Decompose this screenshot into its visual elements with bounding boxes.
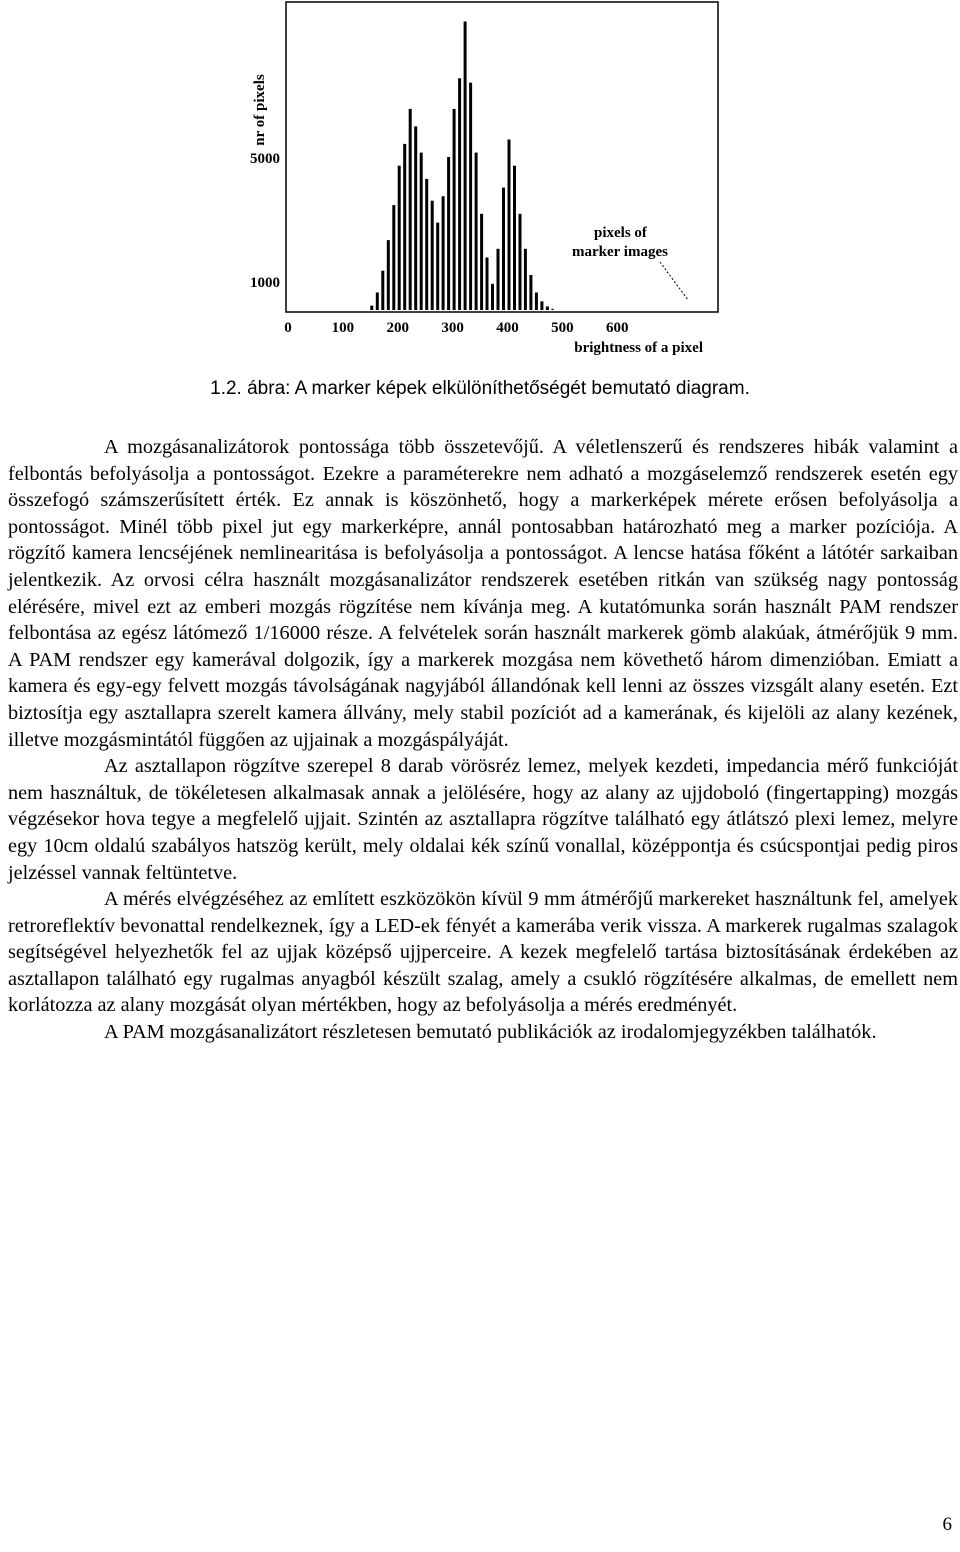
histogram-bar	[447, 157, 450, 310]
histogram-bar	[436, 223, 439, 310]
histogram-bar	[376, 293, 379, 311]
x-tick-label: 600	[605, 320, 629, 336]
histogram-bar	[546, 307, 549, 311]
histogram-bar	[475, 153, 478, 310]
histogram-bar	[513, 166, 516, 310]
histogram-bar	[409, 109, 412, 310]
histogram-bar	[414, 126, 417, 310]
histogram-bar	[502, 188, 505, 310]
y-axis-label: nr of pixels	[252, 74, 268, 146]
annotation-arrow	[660, 262, 688, 300]
x-tick-label: 0	[284, 320, 292, 336]
histogram-chart	[230, 0, 730, 365]
histogram-bar	[403, 144, 406, 310]
x-tick-label: 100	[331, 320, 355, 336]
histogram-bar	[464, 22, 467, 311]
histogram-figure	[230, 0, 730, 365]
annotation-line2: marker images	[572, 244, 668, 260]
histogram-bar	[381, 271, 384, 310]
histogram-bar	[398, 166, 401, 310]
paragraph-3: A mérés elvégzéséhez az említett eszközökön kívül 9 mm átmérőjű markereket használtunk fel, amelyek retroreflektív bevonattal rendelkeznek, így a LED-ek fényét a kamerába verik vissza. A markerek rugalmas szalagok segítségével helyezhetők fel az ujjak középső ujjperceire. A kezek megfelelő tartása biztosításának érdekében az asztallapon található egy rugalmas anyagból készült szalag, amely a csukló rögzítésére alkalmas, de emellett nem korlátozza az alany mozgását olyan mértékben, hogy az befolyásolja a mérés eredményét.	[8, 888, 958, 1017]
histogram-bars	[370, 22, 553, 311]
histogram-bar	[425, 179, 428, 310]
histogram-bar	[519, 214, 522, 310]
histogram-bar	[453, 109, 456, 310]
body-text	[8, 434, 958, 1046]
x-tick-label: 500	[551, 320, 574, 336]
histogram-bar	[420, 153, 423, 310]
y-tick-label: 1000	[250, 275, 280, 291]
x-tick-label: 400	[496, 320, 519, 336]
histogram-bar	[529, 275, 532, 310]
figure-caption: 1.2. ábra: A marker képek elkülöníthetőségét bemutató diagram.	[210, 378, 750, 399]
histogram-bar	[387, 240, 390, 310]
histogram-bar	[392, 205, 395, 310]
histogram-bar	[535, 293, 538, 311]
page-number: 6	[942, 1514, 952, 1535]
paragraph-4: A PAM mozgásanalizátort részletesen bemutató publikációk az irodalomjegyzékben találhatók.	[104, 1021, 877, 1044]
x-tick-label: 200	[386, 320, 409, 336]
paragraph-2: Az asztallapon rögzítve szerepel 8 darab vörösréz lemez, melyek kezdeti, impedancia mérő funkcióját nem használtuk, de tökéletesen alkalmasak annak a jelölésére, hogy az alany az ujjdoboló (fingertapping) mozgás végzésekor hova tegye a megfelelő ujjait. Szintén az asztallapra rögzítve található egy átlátszó plexi lemez, melyre egy 10cm oldalú szabályos hatszög került, mely oldalai kék színű vonallal, középpontja és csúcspontjai pedig piros jelzéssel vannak feltüntetve.	[8, 755, 958, 884]
x-tick-label: 300	[441, 320, 464, 336]
histogram-bar	[469, 83, 472, 310]
histogram-bar	[491, 284, 494, 310]
y-tick-label: 5000	[250, 151, 280, 167]
histogram-bar	[551, 309, 553, 310]
histogram-bar	[442, 196, 445, 310]
x-axis-label: brightness of a pixel	[574, 340, 703, 356]
paragraph-1: A mozgásanalizátorok pontossága több összetevőjű. A véletlenszerű és rendszeres hibák valamint a felbontás befolyásolja a pontosságot. Ezekre a paraméterekre nem adható a mozgáselemző rendszerek esetén egy összefogó számszerűsített érték. Ez annak is köszönhető, hogy a markerképek mérete erősen befolyásolja a pontosságot. Minél több pixel jut egy markerképre, annál pontosabban határozható meg a marker pozíciója. A rögzítő kamera lencséjének nemlinearitása is befolyásolja a pontosságot. A lencse hatása főként a látótér sarkaiban jelentkezik. Az orvosi célra használt mozgásanalizátor rendszerek esetében ritkán van szükség nagy pontosság elérésére, mivel ezt az emberi mozgás rögzítése nem kívánja meg. A kutatómunka során használt PAM rendszer felbontása az egész látómező 1/16000 része. A felvételek során használt markerek gömb alakúak, átmérőjük 9 mm. A PAM rendszer egy kamerával dolgozik, így a markerek mozgása nem követhető három dimenzióban. Emiatt a kamera és egy-egy felvett mozgás távolságának nagyjából állandónak kell lenni az összes vizsgált alany esetén. Ezt biztosítja egy asztallapra szerelt kamera állvány, mely stabil pozíciót ad a kamerának, és kijelöli az alany kezének, illetve mozgásmintától függően az ujjainak a mozgáspályáját.	[8, 436, 958, 751]
annotation-line1: pixels of	[594, 225, 647, 241]
histogram-bar	[431, 201, 434, 310]
histogram-bar	[524, 249, 527, 310]
histogram-bar	[480, 214, 483, 310]
histogram-bar	[540, 301, 543, 310]
histogram-bar	[508, 140, 511, 311]
histogram-bar	[497, 249, 500, 310]
histogram-bar	[370, 306, 373, 310]
x-tick-labels	[284, 320, 628, 336]
histogram-bar	[458, 78, 461, 310]
histogram-bar	[486, 258, 489, 311]
